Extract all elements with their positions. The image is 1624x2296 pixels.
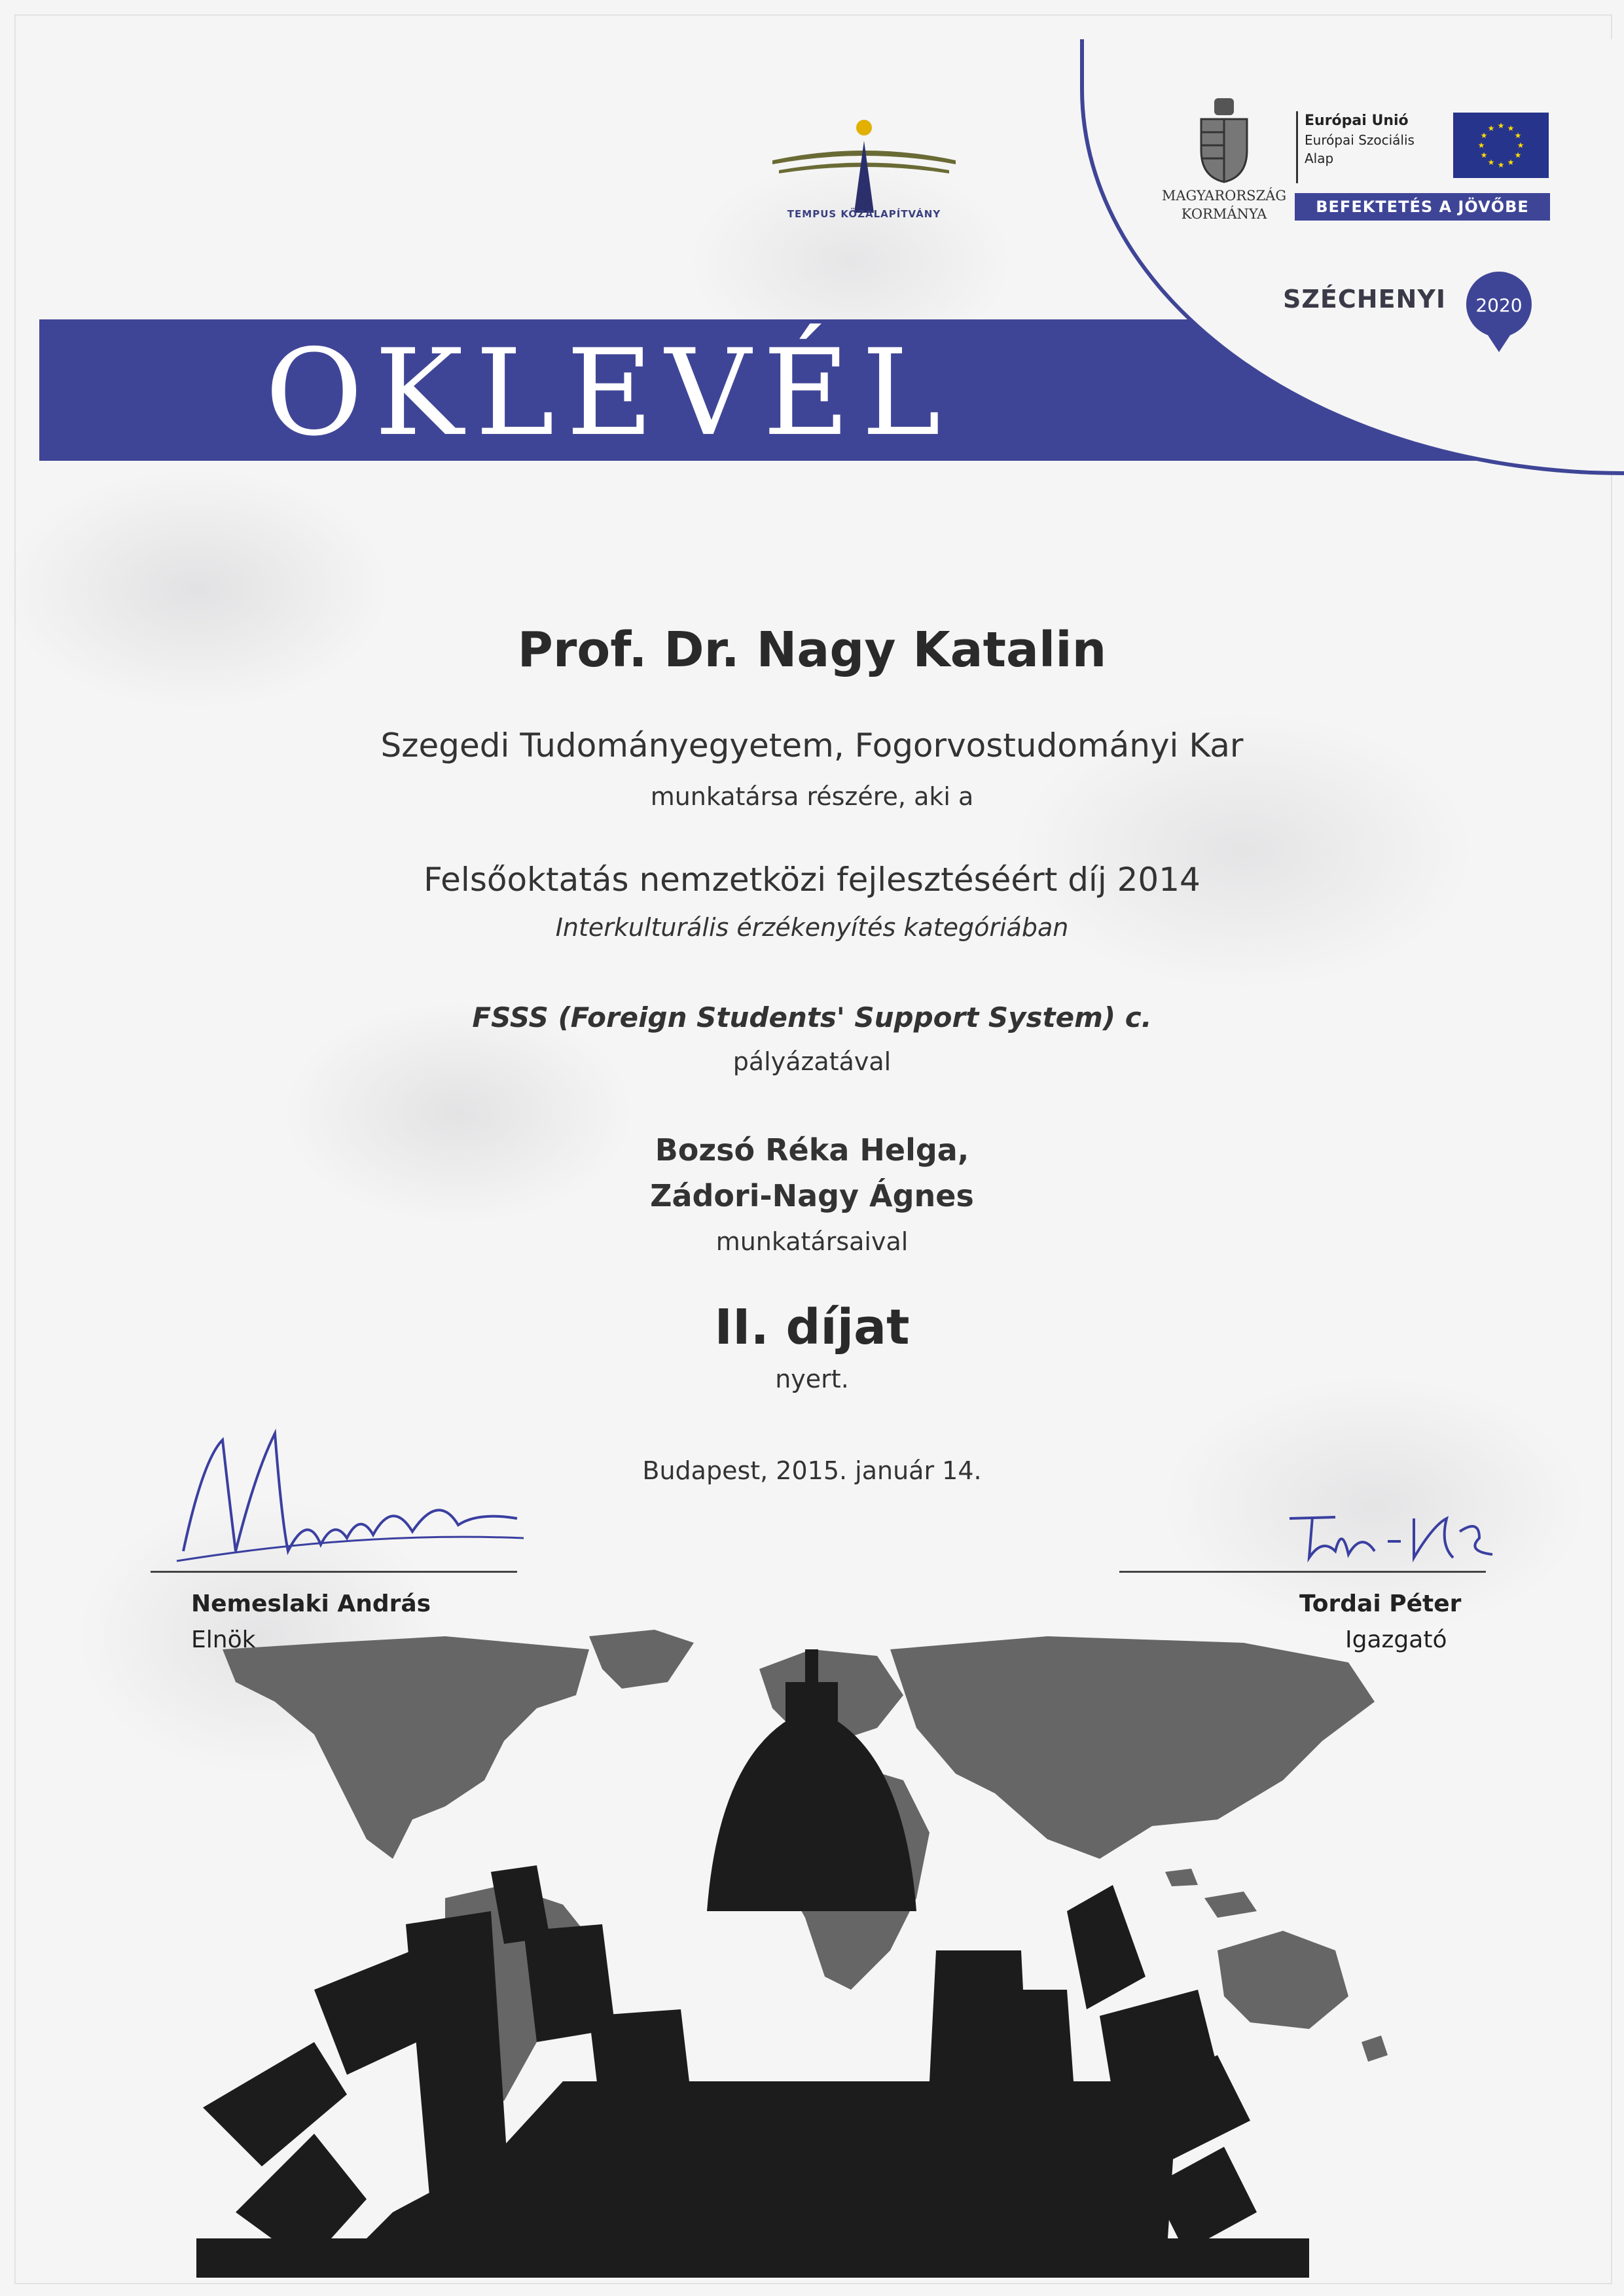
szechenyi-year: 2020 [1475,295,1523,316]
investment-banner: BEFEKTETÉS A JÖVŐBE [1295,193,1550,221]
szechenyi-pin-icon [1463,268,1535,353]
page-title: OKLEVÉL [264,323,953,462]
award-name: Felsőoktatás nemzetközi fejlesztéséért díj 2014 [424,861,1200,899]
eu-line-2: Európai Szociális [1305,132,1415,148]
prize-title: II. díjat [714,1299,910,1355]
signature-right-icon [1283,1505,1499,1571]
svg-text:★: ★ [1507,124,1515,133]
tempus-logo-text: TEMPUS KÖZALAPÍTVÁNY [787,208,941,220]
svg-text:★: ★ [1477,141,1485,150]
government-label [1149,187,1299,223]
prize-suffix: nyert. [775,1365,849,1393]
world-map-skyline-illustration [196,1623,1506,2278]
signature-line-right [1119,1571,1486,1573]
svg-text:★: ★ [1517,141,1525,150]
eu-line-3: Alap [1305,151,1334,166]
coworker-2: Zádori-Nagy Ágnes [650,1178,974,1213]
coworker-suffix: munkatársaival [715,1227,909,1256]
project-suffix: pályázatával [732,1047,892,1076]
eu-line-1: Európai Unió [1305,113,1409,129]
svg-text:★: ★ [1507,158,1515,167]
intro-text: munkatársa részére, aki a [650,782,974,811]
coworker-1: Bozsó Réka Helga, [655,1132,969,1168]
eu-label [1296,111,1449,183]
svg-text:★: ★ [1497,160,1505,170]
svg-text:★: ★ [1480,151,1488,160]
recipient-name: Prof. Dr. Nagy Katalin [517,622,1107,678]
svg-text:★: ★ [1487,124,1495,133]
svg-text:★: ★ [1497,121,1505,130]
signer-right-name: Tordai Péter [1299,1590,1462,1617]
award-category: Interkulturális érzékenyítés kategóriában [555,913,1069,942]
svg-text:★: ★ [1514,151,1522,160]
signature-line-left [151,1571,517,1573]
project-title: FSSS (Foreign Students' Support System) c. [472,1001,1152,1033]
signer-left-name: Nemeslaki András [191,1590,431,1617]
svg-text:★: ★ [1480,131,1488,140]
svg-text:★: ★ [1487,158,1495,167]
szechenyi-label: SZÉCHENYI [1283,285,1446,314]
institution: Szegedi Tudományegyetem, Fogorvostudományi Kar [380,726,1244,764]
signature-left-icon [164,1420,530,1577]
signer-right-role: Igazgató [1345,1626,1447,1653]
eu-flag-icon [1453,113,1549,178]
svg-text:★: ★ [1514,131,1522,140]
signer-left-role: Elnök [191,1626,256,1653]
place-date: Budapest, 2015. január 14. [642,1456,982,1485]
government-line-2: KORMÁNYA [1181,206,1267,222]
government-line-1: MAGYARORSZÁG [1161,188,1287,204]
hungarian-crest-icon [1195,98,1254,183]
